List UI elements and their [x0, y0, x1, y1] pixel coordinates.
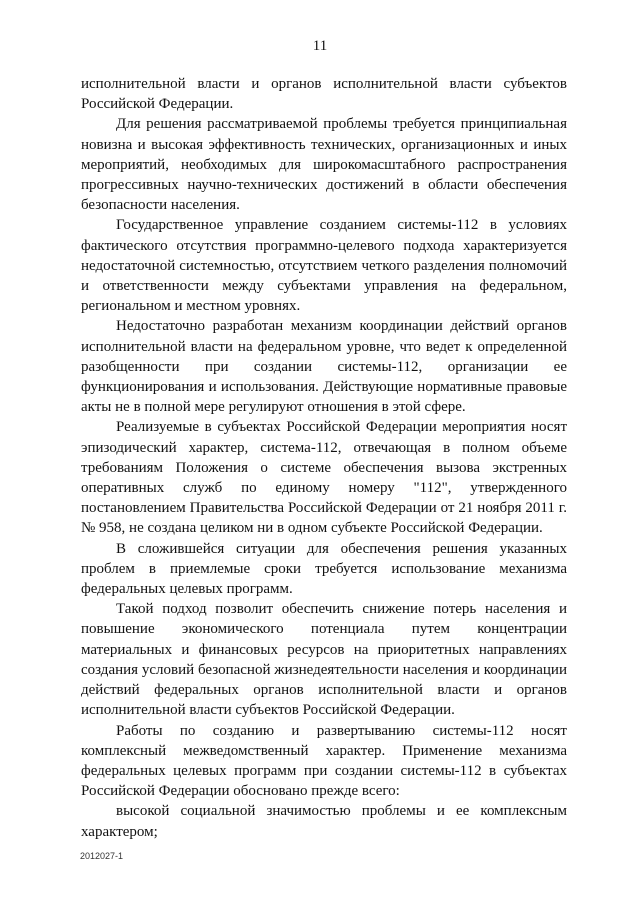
paragraph: Реализуемые в субъектах Российской Федерации мероприятия носят эпизодический характер, система-112, отвечающая в полном объеме требованиям Положения о системе обеспечения вызова экстренных оперативных служб по единому номеру "112", утвержденного постановлением Правительства Российской Федерации от 21 ноября 2011 г. № 958, не создана целиком ни в одном субъекте Российской Федерации.: [81, 419, 567, 537]
document-code: 2012027-1: [80, 851, 124, 861]
paragraph: Государственное управление созданием системы-112 в условиях фактического отсутствия программно-целевого подхода характеризуется недостаточной системностью, отсутствием четкого разделения полномочий и ответственности между субъектами управления на федеральном, региональном и местном уровнях.: [81, 217, 567, 315]
paragraph: высокой социальной значимостью проблемы и ее комплексным характером;: [81, 803, 567, 840]
paragraph-continuation: исполнительной власти и органов исполнительной власти субъектов Российской Федерации.: [81, 76, 567, 113]
document-body: [81, 74, 567, 842]
paragraph: Для решения рассматриваемой проблемы требуется принципиальная новизна и высокая эффективность технических, организационных и иных мероприятий, необходимых для широкомасштабного распространения прогрессивных научно-технических достижений в области обеспечения безопасности населения.: [81, 116, 567, 214]
page-number: 11: [312, 38, 328, 54]
paragraph: Такой подход позволит обеспечить снижение потерь населения и повышение экономического потенциала путем концентрации материальных и финансовых ресурсов на приоритетных направлениях создания условий безопасной жизнедеятельности населения и координации действий федеральных органов исполнительной власти и органов исполнительной власти субъектов Российской Федерации.: [81, 601, 567, 719]
paragraph: Недостаточно разработан механизм координации действий органов исполнительной власти на федеральном уровне, что ведет к определенной разобщенности при создании системы-112, организации ее функционирования и использования. Действующие нормативные правовые акты не в полной мере регулируют отношения в этой сфере.: [81, 318, 567, 416]
paragraph: В сложившейся ситуации для обеспечения решения указанных проблем в приемлемые сроки требуется использование механизма федеральных целевых программ.: [81, 540, 567, 598]
paragraph: Работы по созданию и развертыванию системы-112 носят комплексный межведомственный характер. Применение механизма федеральных целевых программ при создании системы-112 в субъектах Российской Федерации обосновано прежде всего:: [81, 722, 567, 800]
